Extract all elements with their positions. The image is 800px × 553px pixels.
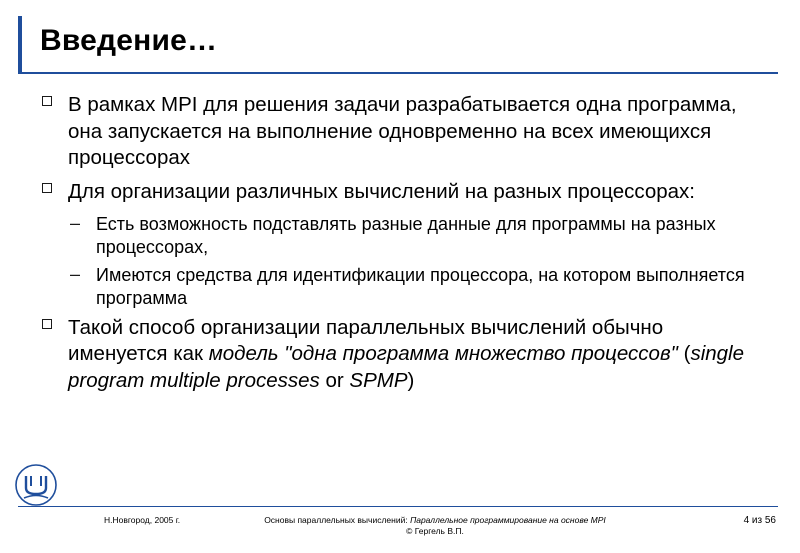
bullet-text-emphasis: SPMP bbox=[349, 368, 408, 392]
bullet-text-emphasis: модель "одна программа множество процессов" bbox=[208, 342, 678, 366]
square-bullet-icon bbox=[42, 96, 52, 106]
bullet-item bbox=[40, 92, 756, 172]
bullet-text-part: ( bbox=[677, 342, 691, 366]
bullet-text: Для организации различных вычислений на разных процессорах: bbox=[68, 179, 695, 203]
bullet-text-part: or bbox=[319, 368, 350, 392]
bullet-text: В рамках MPI для решения задачи разрабатывается одна программа, она запускается на выполнение одновременно на всех имеющихся процессорах bbox=[68, 93, 737, 170]
dash-bullet-icon: – bbox=[70, 263, 81, 284]
bullet-text-part: ) bbox=[407, 368, 415, 392]
footer-course-plain: Основы параллельных вычислений: bbox=[264, 515, 411, 525]
bullet-item bbox=[40, 179, 756, 206]
bullet-text-emphasis: single program multiple processes bbox=[68, 342, 745, 392]
sub-bullet-item bbox=[40, 213, 756, 259]
square-bullet-icon bbox=[42, 183, 52, 193]
bullet-text-part: Такой способ организации параллельных вычислений обычно именуется как bbox=[68, 315, 664, 366]
footer-course-italic: Параллельное программирование на основе MPI bbox=[410, 515, 606, 525]
university-logo-icon bbox=[14, 463, 58, 507]
title-divider bbox=[18, 72, 778, 74]
page-title: Введение… bbox=[40, 24, 218, 57]
footer-page-number: 4 из 56 bbox=[743, 515, 776, 526]
footer-course-title bbox=[225, 515, 645, 536]
sub-bullet-item bbox=[40, 264, 756, 310]
dash-bullet-icon: – bbox=[70, 212, 81, 233]
slide-footer bbox=[0, 507, 800, 549]
square-bullet-icon bbox=[42, 319, 52, 329]
footer-location-date: Н.Новгород, 2005 г. bbox=[104, 515, 181, 525]
title-accent-bar bbox=[18, 16, 22, 74]
footer-author: © Гергель В.П. bbox=[406, 525, 464, 536]
slide-body bbox=[40, 92, 756, 402]
bullet-item bbox=[40, 315, 756, 395]
sub-bullet-text: Есть возможность подставлять разные данные для программы на разных процессорах, bbox=[96, 213, 716, 257]
sub-bullet-text: Имеются средства для идентификации процессора, на котором выполняется программа bbox=[96, 264, 745, 308]
